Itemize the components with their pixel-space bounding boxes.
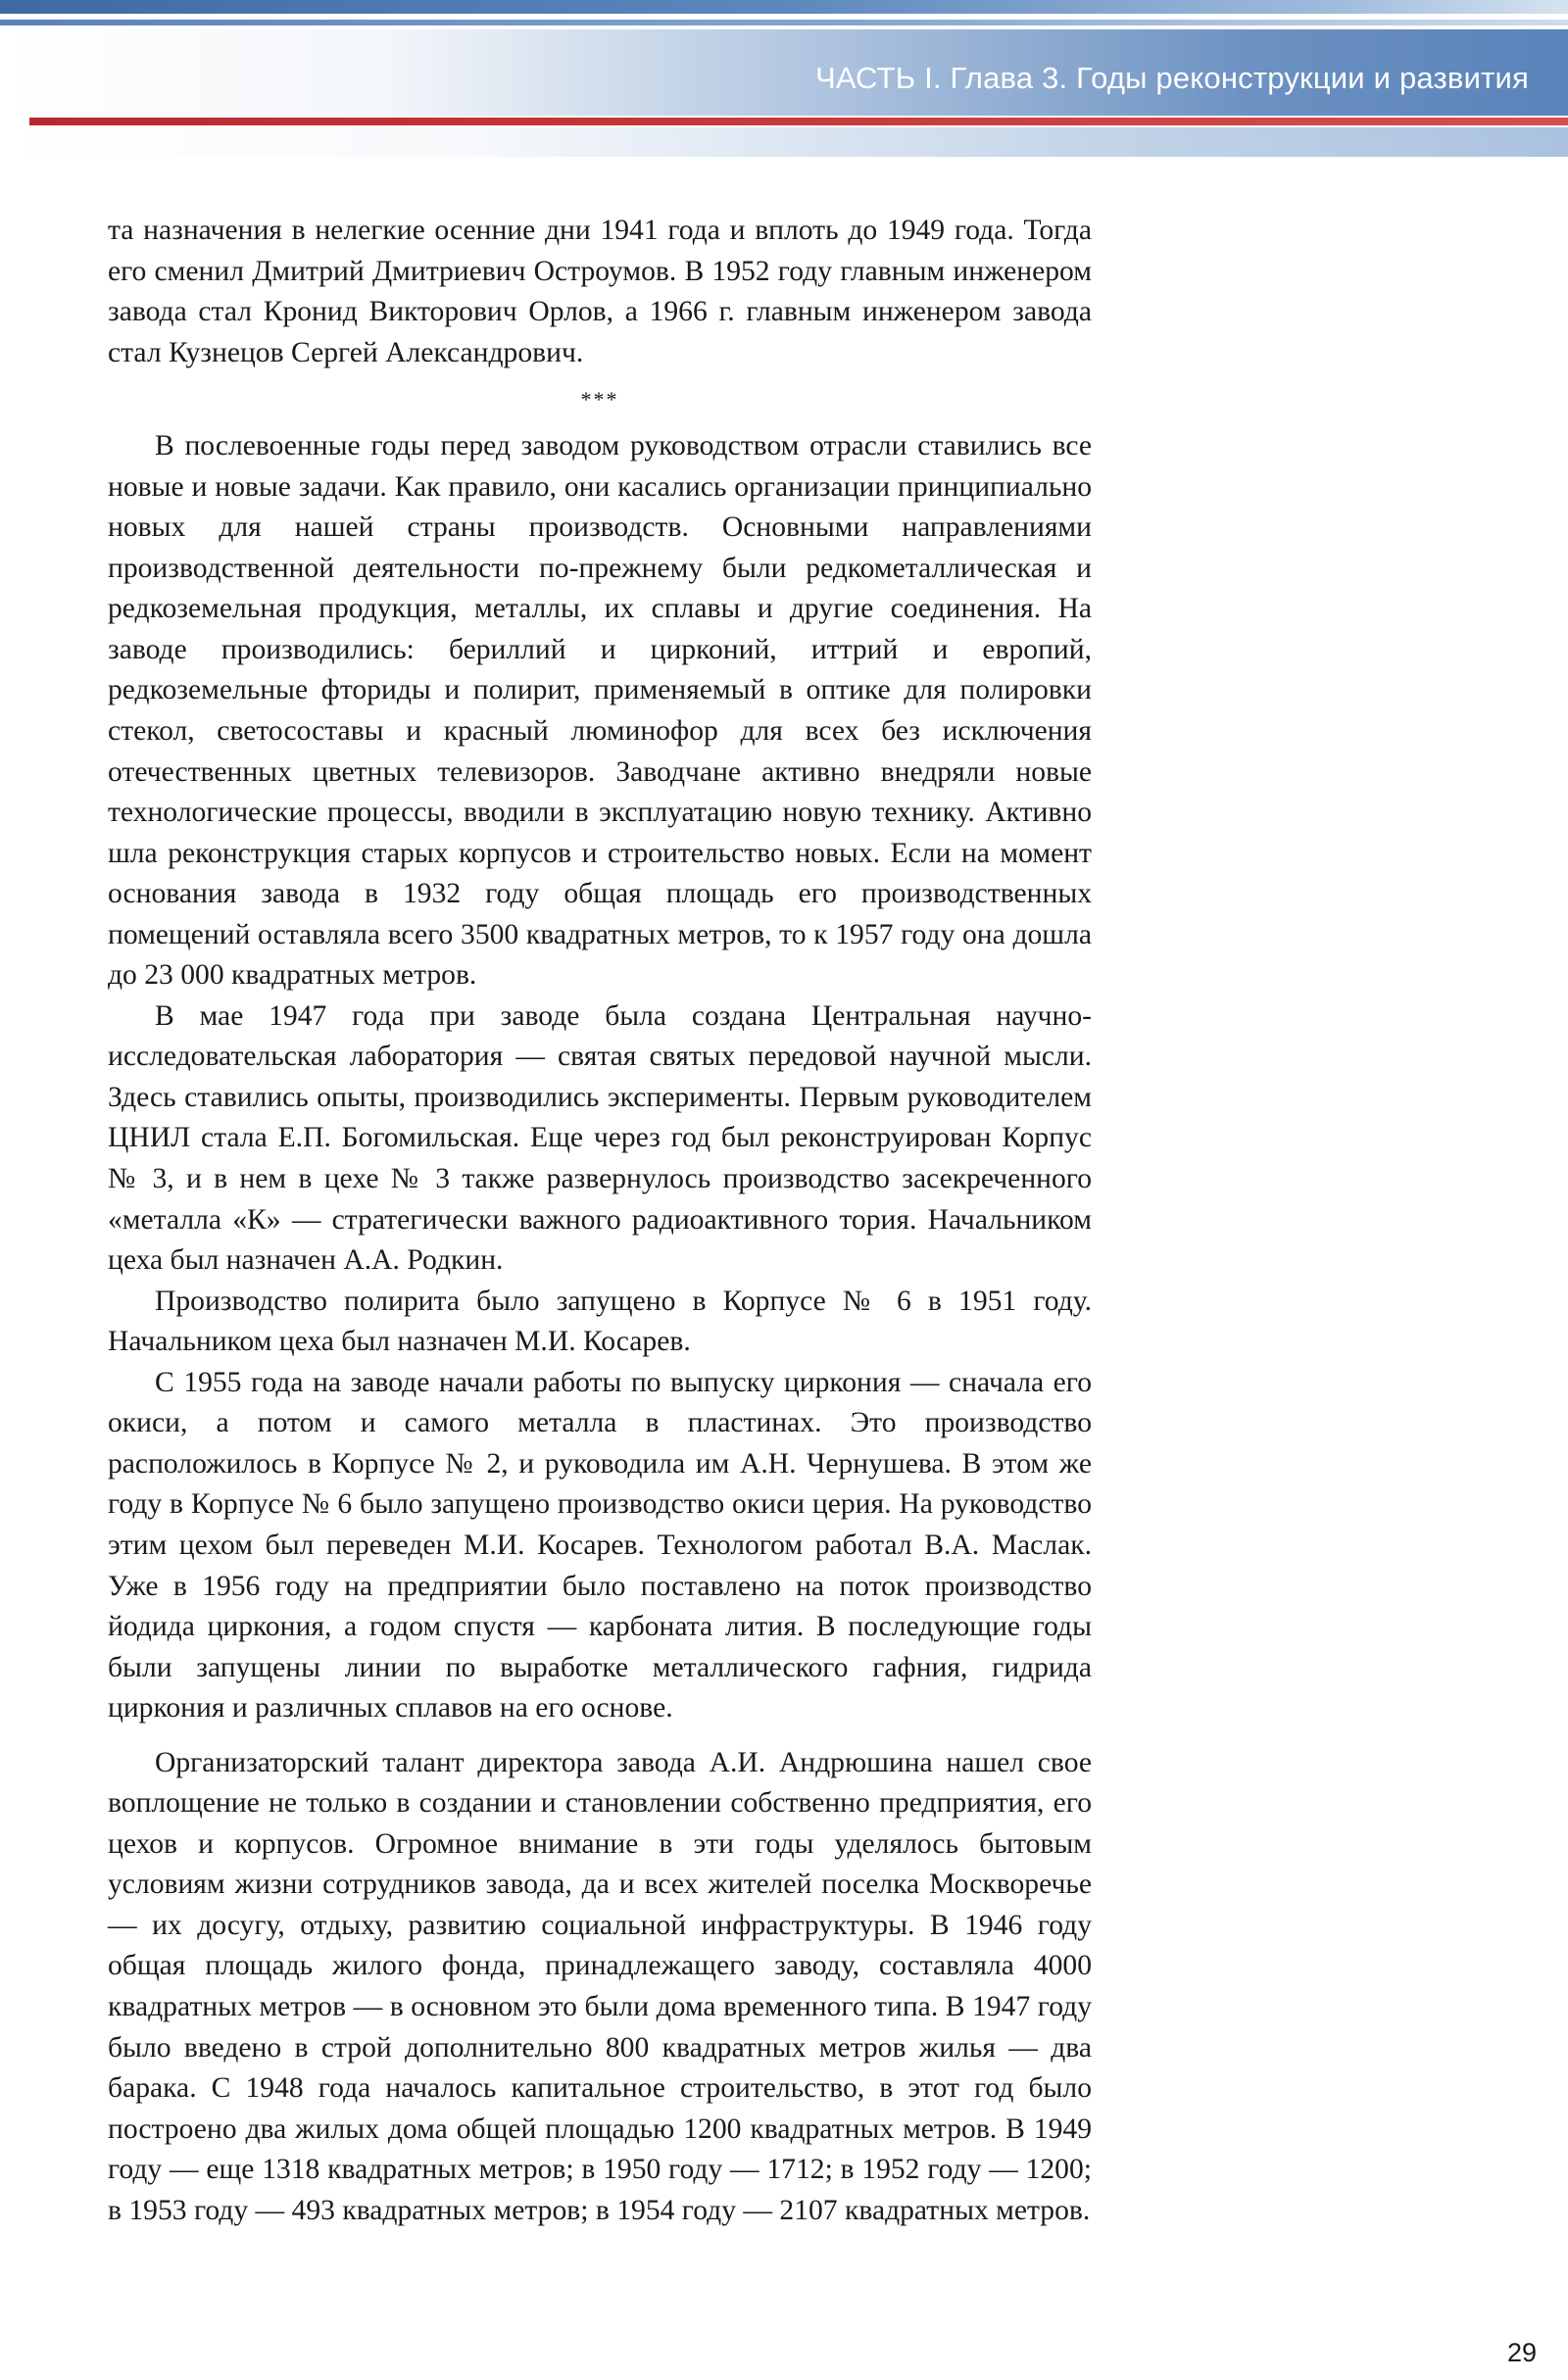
paragraph: В послевоенные годы перед заводом руководством отрасли ставились все новые и новые задачи. Как правило, они касались организации принципиально новых для нашей страны производств. Основными направлениями производственной деятельности по-прежнему были редкометаллическая и редкоземельная продукция, металлы, их сплавы и другие соединения. На заводе производились: бериллий и цирконий, иттрий и европий, редкоземельные фториды и полирит, применяемый в оптике для полировки стекол, светосоставы и красный люминофор для всех без исключения отечественных цветных телевизоров. Заводчане активно внедряли новые технологические процессы, вводили в эксплуатацию новую технику. Активно шла реконструкция старых корпусов и строительство новых. Если на момент основания завода в 1932 году общая площадь его производственных помещений оставляла всего 3500 квадратных метров, то к 1957 году она дошла до 23 000 квадратных метров.: [108, 430, 1092, 992]
page-number: 29: [1506, 2338, 1537, 2367]
running-head: ЧАСТЬ I. Глава 3. Годы реконструкции и развития: [815, 61, 1529, 95]
section-separator: ***: [580, 387, 619, 413]
header-thin-stripe: [0, 20, 1568, 25]
paragraph: Организаторский талант директора завода А.И. Андрюшина нашел свое воплощение не только в создании и становлении собственно предприятия, его цехов и корпусов. Огромное внимание в эти годы уделялось бытовым условиям жизни сотрудников завода, да и всех жителей поселка Москворечье — их досугу, отдыху, развитию социальной инфраструктуры. В 1946 году общая площадь жилого фонда, принадлежащего заводу, составляла 4000 квадратных метров — в основном это были дома временного типа. В 1947 году было введено в строй дополнительно 800 квадратных метров жилья — два барака. С 1948 года началось капитальное строительство, в этот год было построено два жилых дома общей площадью 1200 квадратных метров. В 1949 году — еще 1318 квадратных метров; в 1950 году — 1712; в 1952 году — 1200; в 1953 году — 493 квадратных метров; в 1954 году — 2107 квадратных метров.: [108, 1746, 1092, 2226]
body-text: [108, 211, 1092, 2231]
header-light-stripe: [0, 127, 1568, 157]
paragraph: В мае 1947 года при заводе была создана Центральная научно-исследовательская лаборатория — святая святых передовой научной мысли. Здесь ставились опыты, производились эксперименты. Первым руководителем ЦНИЛ стала Е.П. Богомильская. Еще через год был реконструирован Корпус № 3, и в нем в цехе № 3 также развернулось производство засекреченного «металла «К» — стратегически важного радиоактивного тория. Начальником цеха был назначен А.А. Родкин.: [108, 999, 1092, 1277]
header-top-stripe: [0, 0, 1568, 14]
paragraph: Производство полирита было запущено в Корпусе № 6 в 1951 году. Начальником цеха был назначен М.И. Косарев.: [108, 1285, 1092, 1358]
paragraph: С 1955 года на заводе начали работы по выпуску циркония — сначала его окиси, а потом и самого металла в пластинах. Это производство расположилось в Корпусе № 2, и руководила им А.Н. Чернушева. В этом же году в Корпусе № 6 было запущено производство окиси церия. На руководство этим цехом был переведен М.И. Косарев. Технологом работал В.А. Маслак. Уже в 1956 году на предприятии было поставлено на поток производство йодида циркония, а годом спустя — карбоната лития. В последующие годы были запущены линии по выработке металлического гафния, гидрида циркония и различных сплавов на его основе.: [108, 1366, 1092, 1724]
page-header: [0, 0, 1568, 159]
header-red-stripe: [29, 118, 1568, 125]
paragraph-continuation: та назначения в нелегкие осенние дни 1941 года и вплоть до 1949 года. Тогда его сменил Дмитрий Дмитриевич Остроумов. В 1952 году главным инженером завода стал Кронид Викторович Орлов, а 1966 г. главным инженером завода стал Кузнецов Сергей Александрович.: [108, 215, 1092, 368]
